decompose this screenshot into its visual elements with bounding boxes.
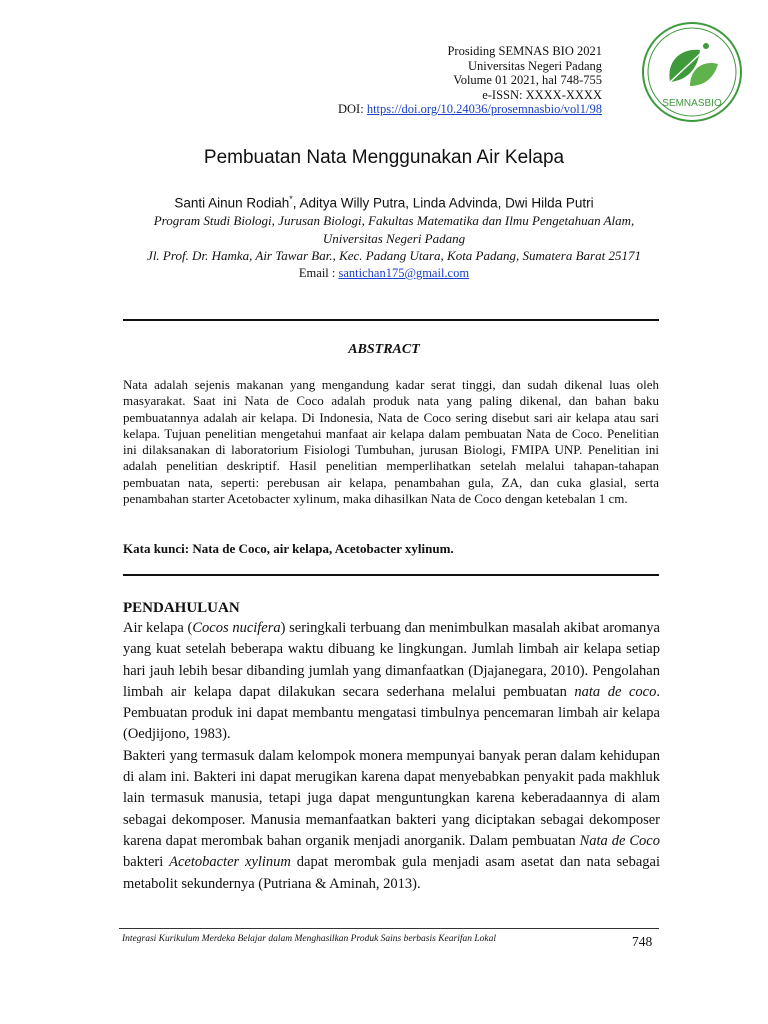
university-name: Universitas Negeri Padang bbox=[468, 58, 602, 73]
footer-text: Integrasi Kurikulum Merdeka Belajar dalam Menghasilkan Produk Sains berbasis Kearifan Lokal bbox=[122, 934, 496, 944]
author-list: Santi Ainun Rodiah*, Aditya Willy Putra, Linda Advinda, Dwi Hilda Putri bbox=[174, 194, 594, 211]
top-divider bbox=[123, 319, 659, 321]
paper-title: Pembuatan Nata Menggunakan Air Kelapa bbox=[203, 147, 565, 168]
semnasbio-logo bbox=[640, 20, 744, 124]
page-number: 748 bbox=[632, 934, 653, 949]
intro-body bbox=[123, 618, 660, 895]
keywords: Kata kunci: Nata de Coco, air kelapa, Acetobacter xylinum. bbox=[123, 541, 454, 556]
abstract-heading: ABSTRACT bbox=[348, 342, 420, 357]
doi-line: DOI: https://doi.org/10.24036/prosemnasbio/vol1/98 bbox=[337, 102, 602, 116]
doi-link[interactable]: https://doi.org/10.24036/prosemnasbio/vol1/98 bbox=[366, 102, 602, 116]
footer-rule bbox=[119, 928, 659, 929]
volume-info: Volume 01 2021, hal 748-755 bbox=[453, 73, 602, 87]
section-heading: PENDAHULUAN bbox=[123, 600, 240, 616]
email-link[interactable]: santichan175@gmail.com bbox=[338, 266, 470, 280]
proceedings-name: Prosiding SEMNAS BIO 2021 bbox=[447, 44, 602, 58]
email-line: Email : santichan175@gmail.com bbox=[298, 266, 470, 280]
issn-info: e-ISSN: XXXX-XXXX bbox=[482, 87, 602, 102]
affiliation: Program Studi Biologi, Jurusan Biologi, Fakultas Matematika dan Ilmu Pengetahuan Alam, Universitas Negeri Padang Jl. Prof. Dr. Hamka, Air Tawar Bar., Kec. Padang Utara, Kota Padang, Sumatera Barat 25171 bbox=[147, 213, 641, 263]
logo-text: SEMNASBIO bbox=[662, 98, 722, 109]
bottom-divider bbox=[123, 574, 659, 576]
paragraph: Bakteri yang termasuk dalam kelompok monera mempunyai banyak peran dalam kehidupan di alam ini. Bakteri ini dapat merugikan karena dapat menyebabkan penyakit pada makhluk lain termasuk manusia, tetapi juga dapat menguntungkan karena keberadaannya di alam sebagai dekomposer. Manusia memanfaatkan bakteri yang diciptakan sebagai dekomposer karena dapat merombak bahan organik menjadi anorganik. Dalam pembuatan Nata de Coco bakteri Acetobacter xylinum dapat merombak gula menjadi asam asetat dan nata sebagai metabolit sekundernya (Putriana & Aminah, 2013). bbox=[123, 747, 660, 892]
abstract-text: Nata adalah sejenis makanan yang mengandung kadar serat tinggi, dan sudah dikenal luas oleh masyarakat. Saat ini Nata de Coco adalah produk nata yang paling dikenal, dan bahan baku pembuatannya adalah air kelapa. Di Indonesia, Nata de Coco sering disebut sari air kelapa atau sari kelapa. Tujuan penelitian mengetahui manfaat air kelapa dalam pembuatan Nata de Coco. Penelitian ini dilaksanakan di laboratorium Fisiologi Tumbuhan, jurusan Biologi, FMIPA UNP. Penelitian ini adalah penelitian deskriptif. Hasil penelitian memperlihatkan setelah melalui tahapan-tahapan pembuatan nata, seperti: perebusan air kelapa, penambahan gula, ZA, dan cuka glasial, serta penambahan starter Acetobacter xylinum, maka dihasilkan Nata de Coco dengan ketebalan 1 cm. bbox=[123, 377, 659, 507]
paragraph: Air kelapa (Cocos nucifera) seringkali terbuang dan menimbulkan masalah akibat aromanya yang kuat setelah beberapa waktu dibuang ke lingkungan. Jumlah limbah air kelapa setiap hari jauh lebih besar dibanding jumlah yang dimanfaatkan (Djajanegara, 2010). Pengolahan limbah air kelapa dapat dilakukan secara sederhana melalui pembuatan nata de coco. Pembuatan produk ini dapat membantu mengatasi timbulnya pencemaran limbah air kelapa (Oedjijono, 1983). bbox=[123, 620, 660, 743]
header-info bbox=[338, 44, 602, 117]
